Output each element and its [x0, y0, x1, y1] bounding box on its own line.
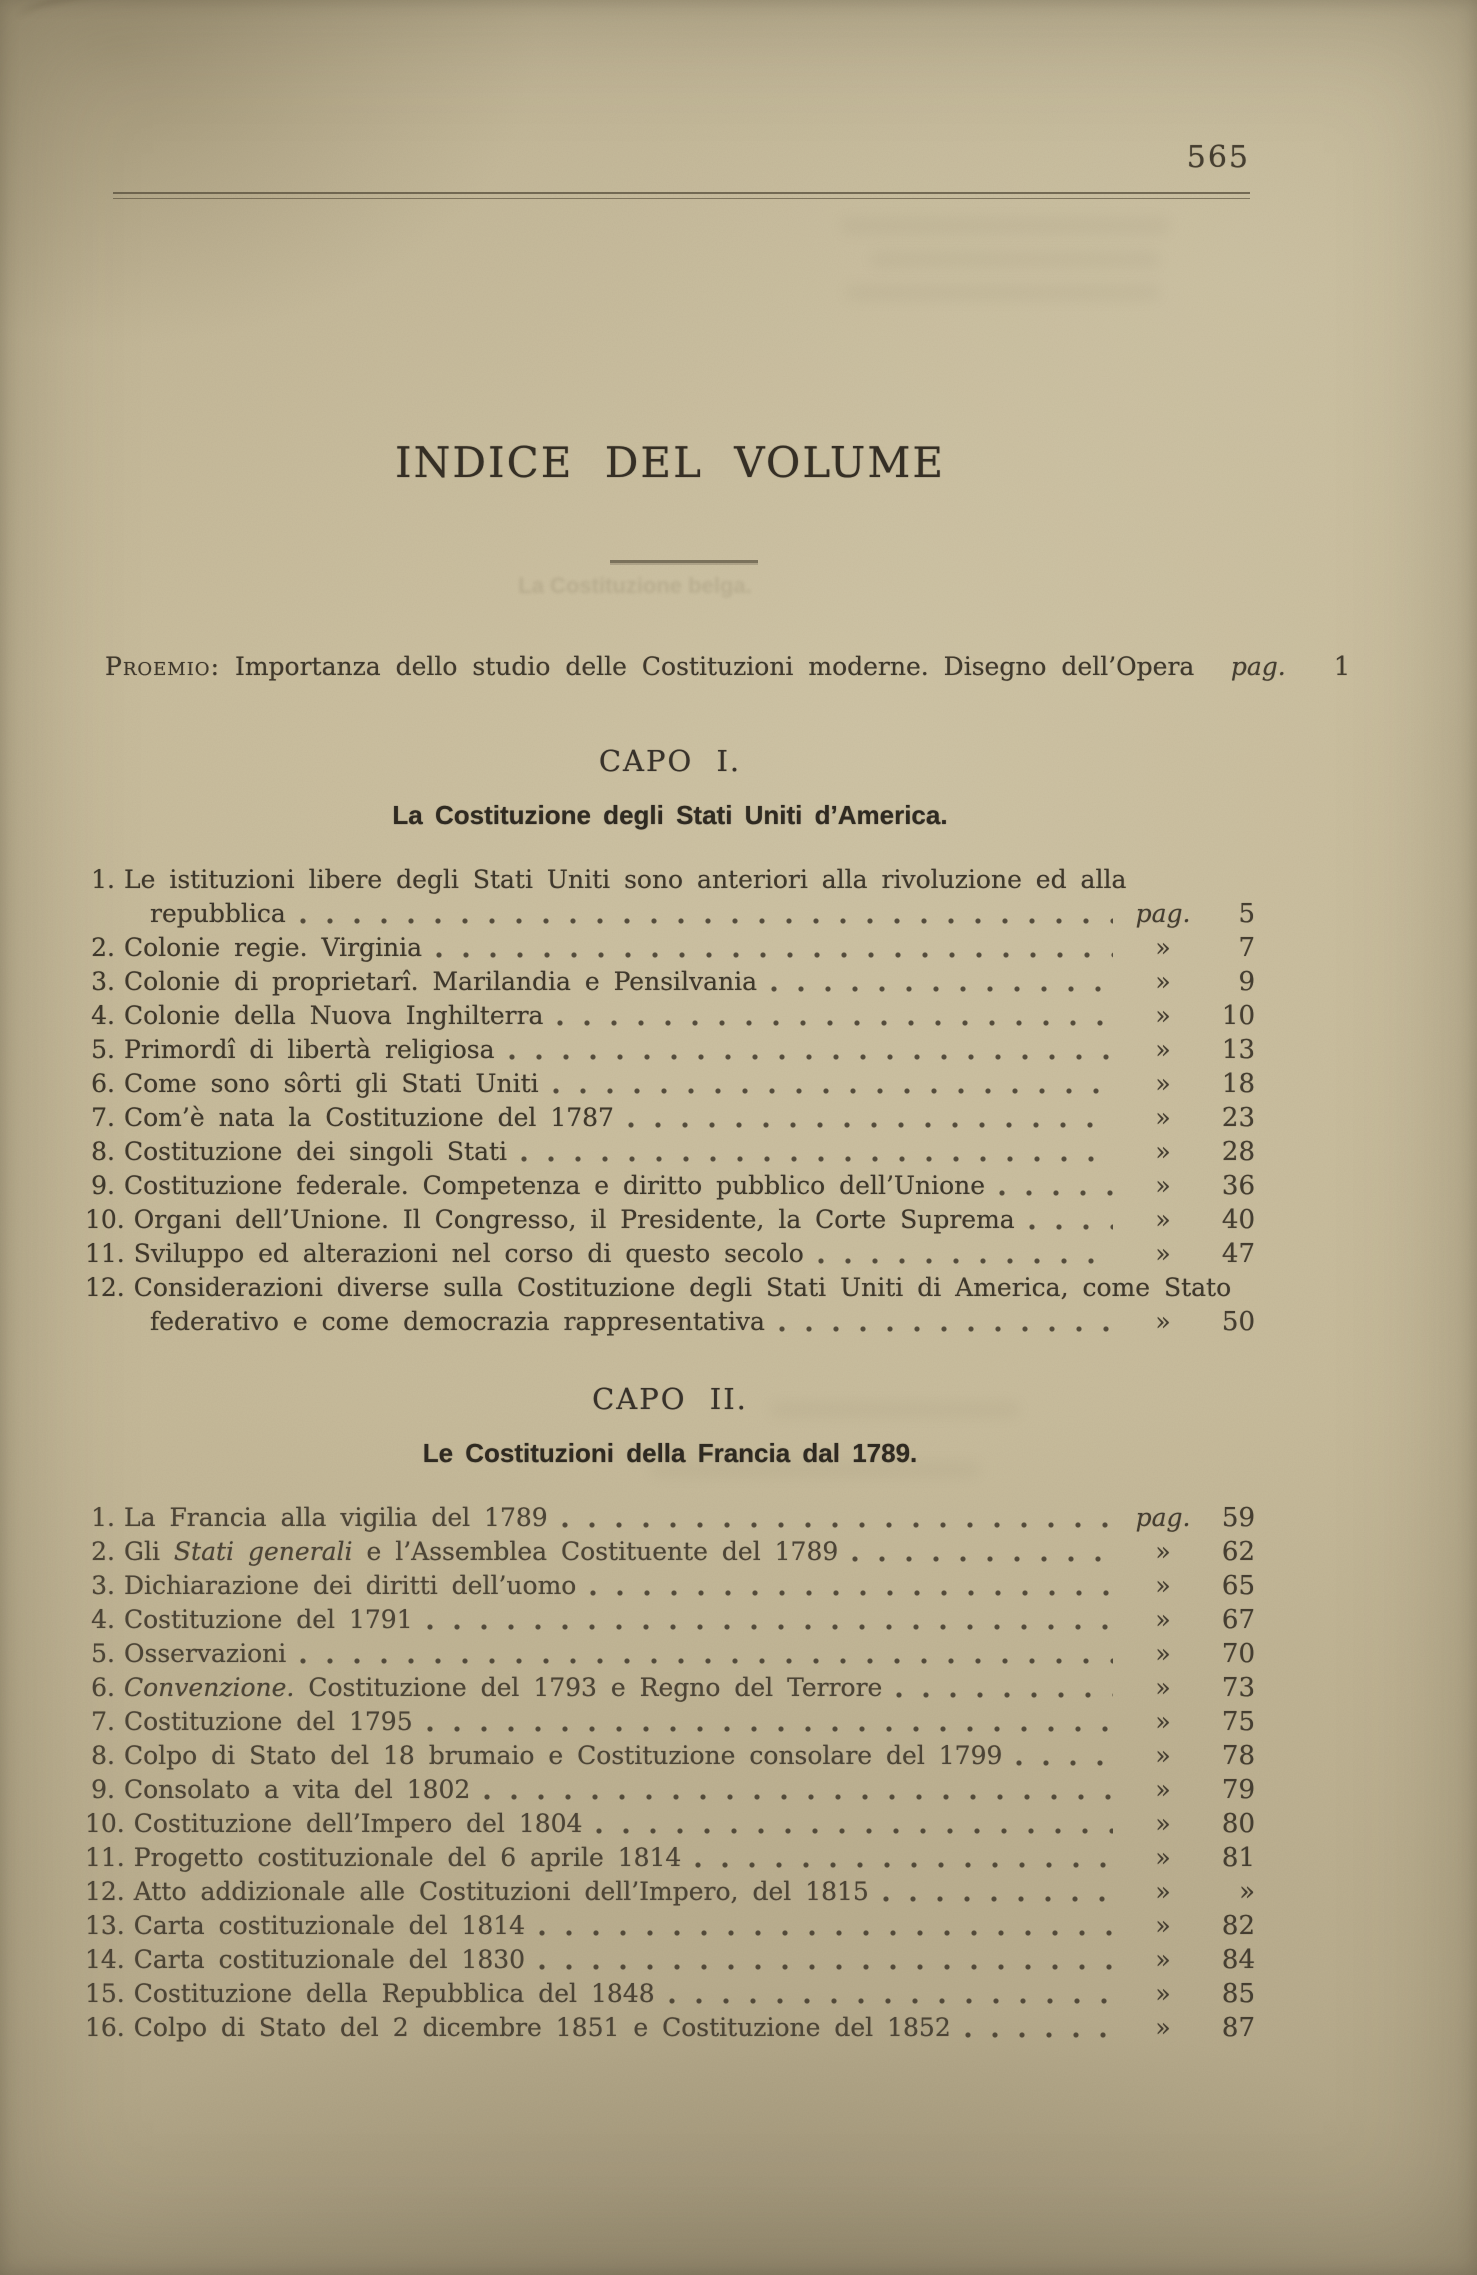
toc-item: [85, 931, 1255, 965]
dot-leader: [999, 1185, 1113, 1197]
page-title: INDICE DEL VOLUME: [394, 438, 945, 487]
page-ref-number: 40: [1221, 1205, 1255, 1235]
item-number: 11.: [85, 1843, 125, 1872]
page-ref-label: »: [1155, 1069, 1171, 1098]
page-ref-number: 36: [1221, 1171, 1255, 1201]
item-text: Osservazioni: [124, 1639, 287, 1668]
dot-leader: [852, 1551, 1113, 1563]
dot-leader: [427, 1619, 1113, 1631]
page-ref-label: »: [1155, 1945, 1171, 1974]
item-text: Costituzione federale. Competenza e diritto pubblico dell’Unione: [124, 1171, 986, 1200]
item-text: Colpo di Stato del 2 dicembre 1851 e Costituzione del 1852: [133, 2013, 951, 2042]
item-text: La Francia alla vigilia del 1789: [124, 1503, 548, 1532]
page-number: 565: [1186, 140, 1250, 175]
item-number: 13.: [85, 1911, 125, 1940]
page-ref-label: »: [1155, 1775, 1171, 1804]
toc-item: [85, 1705, 1255, 1739]
item-number: 14.: [85, 1945, 125, 1974]
item-number: 2.: [91, 1537, 115, 1566]
toc-item: [85, 1135, 1255, 1169]
dot-leader: [521, 1151, 1113, 1163]
item-text: Colonie della Nuova Inghilterra: [124, 1001, 544, 1030]
page-ref-label: »: [1155, 1911, 1171, 1940]
item-text: Carta costituzionale del 1830: [133, 1945, 526, 1974]
chapter-1-section: [85, 742, 1255, 1339]
dot-leader: [771, 981, 1113, 993]
item-number: 11.: [85, 1239, 125, 1268]
showthrough-smudge: [840, 218, 1170, 234]
toc-item-continuation: [85, 897, 1255, 931]
toc-item: [85, 965, 1255, 999]
item-text-continuation: repubblica: [150, 899, 286, 928]
page-ref-label: »: [1155, 1571, 1171, 1600]
toc-item: [85, 1535, 1255, 1569]
header-double-rule: [113, 192, 1250, 199]
toc-item: [85, 1943, 1255, 1977]
dot-leader: [818, 1253, 1113, 1265]
item-text: Sviluppo ed alterazioni nel corso di questo secolo: [133, 1239, 804, 1268]
item-number: 1.: [91, 865, 115, 894]
item-text: Organi dell’Unione. Il Congresso, il Presidente, la Corte Suprema: [133, 1205, 1015, 1234]
title-divider-rule: [610, 560, 758, 563]
showthrough-ghost-heading: La Costituzione belga.: [518, 573, 752, 598]
dot-leader: [427, 1721, 1113, 1733]
proemio-label: Proemio:: [105, 652, 220, 681]
page-ref-number: 75: [1221, 1707, 1255, 1737]
chapter-subheading: La Costituzione degli Stati Uniti d’America.: [392, 800, 948, 830]
page-ref-number: 13: [1221, 1035, 1255, 1065]
page-ref-label: »: [1155, 1639, 1171, 1668]
item-text: Costituzione dei singoli Stati: [124, 1137, 508, 1166]
toc-item: [85, 1067, 1255, 1101]
page-ref-number: »: [1239, 1877, 1255, 1907]
item-text: Primordî di libertà religiosa: [124, 1035, 495, 1064]
item-text: Com’è nata la Costituzione del 1787: [124, 1103, 614, 1132]
toc-item: [85, 1203, 1255, 1237]
item-number: 3.: [91, 967, 115, 996]
toc-item: [85, 1773, 1255, 1807]
toc-item: [85, 1807, 1255, 1841]
dot-leader: [436, 947, 1113, 959]
page-ref-label: »: [1155, 1137, 1171, 1166]
page-ref-label: pag.: [1230, 652, 1286, 681]
dot-leader: [628, 1117, 1113, 1129]
page-ref-number: 5: [1238, 899, 1255, 929]
dot-leader: [695, 1857, 1113, 1869]
page-ref-number: 65: [1221, 1571, 1255, 1601]
chapter-2-section: [85, 1380, 1255, 2045]
toc-text-italic: Convenzione.: [124, 1673, 295, 1702]
dot-leader: [300, 1653, 1113, 1665]
toc-item: [85, 1739, 1255, 1773]
proemio-section: [85, 650, 1351, 684]
page-ref-number: 67: [1221, 1605, 1255, 1635]
toc-list: [85, 1501, 1255, 2045]
page-ref-number: 78: [1221, 1741, 1255, 1771]
item-number: 1.: [91, 1503, 115, 1532]
toc-text-part: e l’Assemblea Costituente del 1789: [352, 1537, 839, 1566]
toc-item: [85, 1169, 1255, 1203]
page-ref-number: 23: [1221, 1103, 1255, 1133]
toc-item: [85, 1101, 1255, 1135]
page-ref-label: »: [1155, 1537, 1171, 1566]
dot-leader: [553, 1083, 1113, 1095]
page-ref-number: 85: [1221, 1979, 1255, 2009]
dot-leader: [484, 1789, 1113, 1801]
toc-text-part: Costituzione del 1793 e Regno del Terrore: [294, 1673, 883, 1702]
page-ref-number: 18: [1221, 1069, 1255, 1099]
item-number: 6.: [91, 1069, 115, 1098]
dot-leader: [596, 1823, 1113, 1835]
item-number: 8.: [91, 1137, 115, 1166]
toc-item: [85, 1569, 1255, 1603]
item-text: [124, 1671, 882, 1705]
page-ref-number: 10: [1221, 1001, 1255, 1031]
dot-leader: [965, 2027, 1113, 2039]
item-number: 4.: [91, 1001, 115, 1030]
page-ref-label: »: [1155, 1605, 1171, 1634]
dot-leader: [1029, 1219, 1113, 1231]
item-text-continuation: federativo e come democrazia rappresentativa: [150, 1307, 765, 1336]
page-ref-label: »: [1155, 1707, 1171, 1736]
item-number: 5.: [91, 1639, 115, 1668]
page-ref-number: 73: [1221, 1673, 1255, 1703]
page-ref-number: 7: [1238, 933, 1255, 963]
item-number: 2.: [91, 933, 115, 962]
dot-leader: [1016, 1755, 1113, 1767]
dot-leader: [779, 1321, 1113, 1333]
item-text: Come sono sôrti gli Stati Uniti: [124, 1069, 539, 1098]
page-ref-label: »: [1155, 1877, 1171, 1906]
page-ref-label: »: [1155, 1171, 1171, 1200]
item-text: [124, 1535, 838, 1569]
page-ref-label: »: [1155, 1239, 1171, 1268]
page-ref-number: 62: [1221, 1537, 1255, 1567]
toc-item: [85, 1237, 1255, 1271]
page-ref-number: 80: [1221, 1809, 1255, 1839]
page-ref-label: »: [1155, 1843, 1171, 1872]
item-text: Progetto costituzionale del 6 aprile 1814: [133, 1843, 682, 1872]
page-ref-number: 9: [1238, 967, 1255, 997]
page-ref-number: 28: [1221, 1137, 1255, 1167]
toc-item: [85, 1977, 1255, 2011]
toc-text-italic: Stati generali: [173, 1537, 353, 1566]
toc-item: [85, 1875, 1255, 1909]
page-ref-label: »: [1155, 1035, 1171, 1064]
chapter-subheading: Le Costituzioni della Francia dal 1789.: [422, 1438, 918, 1468]
page-ref-label: »: [1155, 967, 1171, 996]
item-number: 10.: [85, 1809, 125, 1838]
page-ref-label: »: [1155, 1979, 1171, 2008]
dot-leader: [562, 1517, 1113, 1529]
item-number: 8.: [91, 1741, 115, 1770]
page-ref-label: »: [1155, 1673, 1171, 1702]
item-text: Costituzione della Repubblica del 1848: [133, 1979, 655, 2008]
toc-item: [85, 2011, 1255, 2045]
page-ref-label: pag.: [1135, 1503, 1191, 1532]
corner-smudge: [17, 0, 150, 33]
page-ref-number: 87: [1221, 2013, 1255, 2043]
dot-leader: [509, 1049, 1113, 1061]
page-ref-label: »: [1155, 1809, 1171, 1838]
item-text: Costituzione del 1795: [124, 1707, 413, 1736]
page-ref-number: 50: [1221, 1307, 1255, 1337]
item-number: 7.: [91, 1103, 115, 1132]
page-ref-number: 81: [1221, 1843, 1255, 1873]
toc-item: [85, 1909, 1255, 1943]
item-number: 12.: [85, 1273, 125, 1302]
dot-leader: [300, 913, 1113, 925]
toc-text-part: Gli: [124, 1537, 174, 1566]
item-text: Carta costituzionale del 1814: [133, 1911, 526, 1940]
item-number: 12.: [85, 1877, 125, 1906]
showthrough-smudge: [845, 285, 1160, 300]
item-number: 10.: [85, 1205, 125, 1234]
toc-item: [85, 1271, 1255, 1305]
toc-item: [85, 999, 1255, 1033]
toc-item: [85, 863, 1255, 897]
item-text: Atto addizionale alle Costituzioni dell’Impero, del 1815: [133, 1877, 869, 1906]
item-text: Consolato a vita del 1802: [124, 1775, 471, 1804]
item-text: Colonie regie. Virginia: [124, 933, 423, 962]
toc-item: [85, 1841, 1255, 1875]
item-text: Costituzione del 1791: [124, 1605, 413, 1634]
page-ref-number: 47: [1221, 1239, 1255, 1269]
item-text: Colpo di Stato del 18 brumaio e Costituzione consolare del 1799: [124, 1741, 1003, 1770]
proemio-row: [85, 650, 1351, 684]
page-ref-label: »: [1155, 1307, 1171, 1336]
toc-item: [85, 1501, 1255, 1535]
item-text: Dichiarazione dei diritti dell’uomo: [124, 1571, 577, 1600]
showthrough-smudge: [870, 252, 1160, 267]
page-ref-label: pag.: [1135, 899, 1191, 928]
toc-item: [85, 1671, 1255, 1705]
item-number: 15.: [85, 1979, 125, 2008]
item-number: 9.: [91, 1775, 115, 1804]
item-text: Considerazioni diverse sulla Costituzione degli Stati Uniti di America, come Stato: [133, 1273, 1232, 1302]
item-number: 16.: [85, 2013, 125, 2042]
toc-list: [85, 863, 1255, 1339]
toc-item: [85, 1603, 1255, 1637]
page-ref-number: 82: [1221, 1911, 1255, 1941]
toc-item: [85, 1637, 1255, 1671]
dot-leader: [590, 1585, 1113, 1597]
item-text: Le istituzioni libere degli Stati Uniti sono anteriori alla rivoluzione ed alla: [124, 865, 1127, 894]
page-ref-number: 70: [1221, 1639, 1255, 1669]
item-number: 4.: [91, 1605, 115, 1634]
item-text: Colonie di proprietarî. Marilandia e Pensilvania: [124, 967, 758, 996]
page-ref-label: »: [1155, 1205, 1171, 1234]
dot-leader: [557, 1015, 1113, 1027]
page-ref-number: 79: [1221, 1775, 1255, 1805]
chapter-heading: CAPO I.: [598, 744, 742, 778]
dot-leader: [669, 1993, 1113, 2005]
chapter-heading: CAPO II.: [592, 1382, 748, 1416]
page-ref-label: »: [1155, 933, 1171, 962]
dot-leader: [539, 1925, 1113, 1937]
item-number: 9.: [91, 1171, 115, 1200]
dot-leader: [539, 1959, 1113, 1971]
page-ref-label: »: [1155, 1001, 1171, 1030]
item-number: 5.: [91, 1035, 115, 1064]
page-ref-label: »: [1155, 2013, 1171, 2042]
toc-item-continuation: [85, 1305, 1255, 1339]
page-ref-label: »: [1155, 1103, 1171, 1132]
dot-leader: [896, 1687, 1113, 1699]
proemio-body: Importanza dello studio delle Costituzioni moderne. Disegno dell’Opera: [234, 652, 1195, 681]
page-ref-number: 84: [1221, 1945, 1255, 1975]
item-text: Costituzione dell’Impero del 1804: [133, 1809, 583, 1838]
dot-leader: [883, 1891, 1113, 1903]
page-ref-number: 1: [1333, 652, 1351, 682]
toc-item: [85, 1033, 1255, 1067]
page-ref-number: 59: [1221, 1503, 1255, 1533]
item-number: 3.: [91, 1571, 115, 1600]
page-ref-label: »: [1155, 1741, 1171, 1770]
item-number: 7.: [91, 1707, 115, 1736]
proemio-text: [105, 650, 1194, 684]
item-number: 6.: [91, 1673, 115, 1702]
